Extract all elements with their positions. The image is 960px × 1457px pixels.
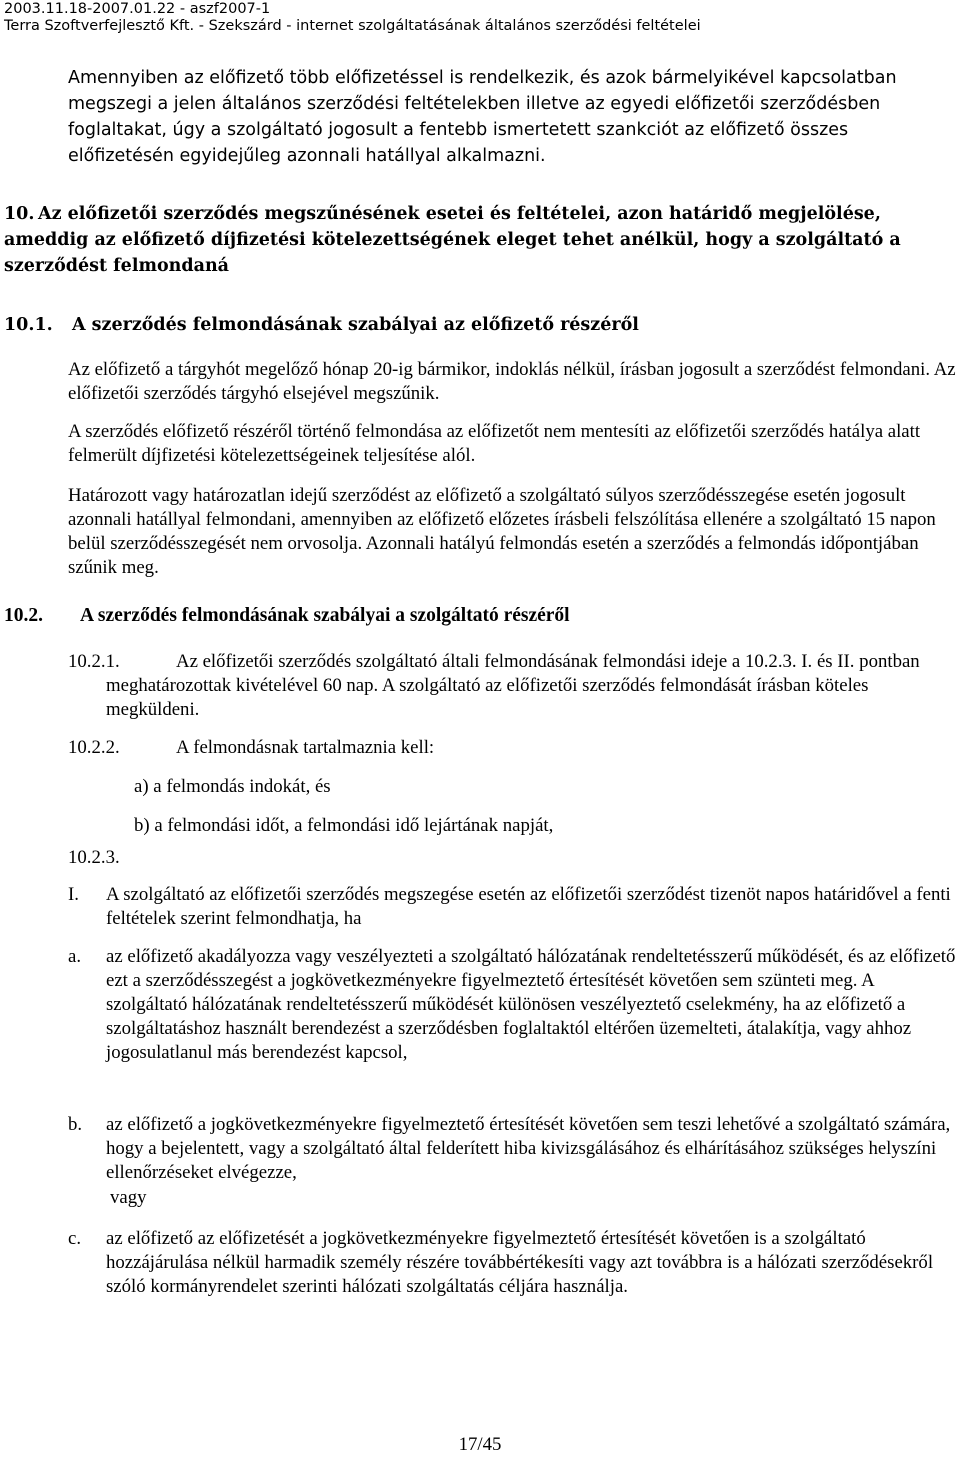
point-c-marker: c. (68, 1228, 82, 1249)
item-10-2-3-number: 10.2.3. (68, 847, 120, 868)
point-b-text: az előfizető a jogkövetkezményekre figyelmeztető értesítését követően sem teszi lehetővé a szolgáltató számára, hogy a bejelentett, vagy a szolgáltató által felderített hiba kivizsgálásához és elhárításához szükséges helyszíni ellenőrzéseket elvégezze, (106, 1114, 951, 1183)
header-line-2: Terra Szoftverfejlesztő Kft. - Szekszárd - internet szolgáltatásának általános szerződési feltételei (4, 18, 701, 34)
item-10-2-1-number: 10.2.1. (68, 651, 120, 672)
point-b-marker: b. (68, 1114, 83, 1135)
point-a-marker: a. (68, 946, 82, 967)
item-10-2-2-sub-a: a) a felmondás indokát, és (134, 776, 331, 797)
item-10-2-2-number: 10.2.2. (68, 737, 120, 758)
item-10-2-1-text: Az előfizetői szerződés szolgáltató általi felmondásának felmondási ideje a 10.2.3. I. és II. pontban meghatározottak kivételével 60 nap. A szolgáltató az előfizetői szerződés felmondását írásban köteles megküldeni. (106, 651, 920, 720)
section-10-1-paragraph-1: Az előfizető a tárgyhót megelőző hónap 20-ig bármikor, indoklás nélkül, írásban jogosult a szerződést felmondani. Az előfizetői szerződés tárgyhó elsejével megszűnik. (68, 359, 956, 404)
section-10-1-title: A szerződés felmondásának szabályai az előfizető részéről (72, 315, 639, 335)
section-10-number: 10. (4, 204, 35, 224)
point-a-text: az előfizető akadályozza vagy veszélyezteti a szolgáltató hálózatának rendeltetésszerű működését, és az előfizető ezt a szerződésszegést a jogkövetkezményekre figyelmeztető értesítését követően sem szünteti meg. A szolgáltató hálózatának rendeltetésszerű működését különösen veszélyeztető cselekmény, ha az előfizető a szolgáltatáshoz használt berendezést a szerződésben foglaltaktól eltérően üzemelteti, átalakítja, vagy ahhoz jogosulatlanul más berendezést kapcsol, (106, 946, 956, 1063)
item-10-2-2-text: A felmondásnak tartalmaznia kell: (176, 737, 435, 758)
section-10-1-paragraph-3: Határozott vagy határozatlan idejű szerződést az előfizető a szolgáltató súlyos szerződésszegése esetén jogosult azonnali hatállyal felmondani, amennyiben az előfizető előzetes írásbeli felszólítása ellenére a szolgáltató 15 napon belül szerződésszegését nem orvosolja. Azonnali hatályú felmondás esetén a szerződés a felmondás időpontjában szűnik meg. (68, 485, 936, 578)
page-number: 17/45 (458, 1434, 502, 1455)
point-I-text: A szolgáltató az előfizetői szerződés megszegése esetén az előfizetői szerződést tizenöt napos határidővel a fenti feltételek szerint felmondhatja, ha (106, 884, 951, 929)
section-10-title: Az előfizetői szerződés megszűnésének esetei és feltételei, azon határidő megjelölése, ameddig az előfizető díjfizetési kötelezettségének eleget tehet anélkül, hogy a szolgáltató a szerződést felmondaná (4, 204, 901, 276)
header-line-1: 2003.11.18-2007.01.22 - aszf2007-1 (4, 1, 271, 17)
section-10-1-number: 10.1. (4, 315, 53, 335)
item-10-2-2-sub-b: b) a felmondási időt, a felmondási idő lejártának napját, (134, 815, 554, 836)
point-I-marker: I. (68, 884, 79, 905)
section-10-1-paragraph-2: A szerződés előfizető részéről történő felmondása az előfizetőt nem mentesíti az előfizetői szerződés hatálya alatt felmerült díjfizetési kötelezettségeinek teljesítése alól. (68, 421, 921, 466)
point-c-text: az előfizető az előfizetését a jogkövetkezményekre figyelmeztető értesítését követően is a szolgáltató hozzájárulása nélkül harmadik személy részére továbbértékesíti vagy azt továbbra is a hálózati szerződésekről szóló kormányrendelet szerinti hálózati szolgáltatás céljára használja. (106, 1228, 934, 1297)
section-10-2-title: A szerződés felmondásának szabályai a szolgáltató részéről (80, 605, 570, 626)
section-10-2-number: 10.2. (4, 605, 43, 626)
intro-paragraph: Amennyiben az előfizető több előfizetéssel is rendelkezik, és azok bármelyikével kapcsolatban megszegi a jelen általános szerződési feltételekben illetve az egyedi előfizetői szerződésben foglaltakat, úgy a szolgáltató jogosult a fentebb ismertetett szankciót az előfizető összes előfizetésén egyidejűleg azonnali hatállyal alkalmazni. (68, 68, 897, 166)
point-b-tail: vagy (110, 1187, 147, 1208)
